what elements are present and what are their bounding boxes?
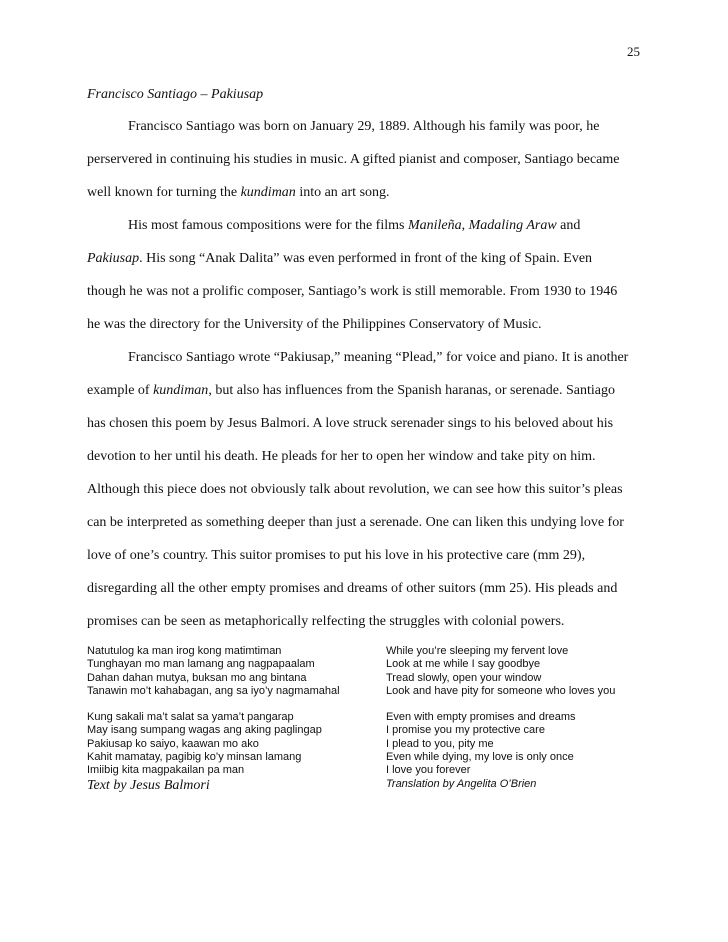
translation-credit: Translation by Angelita O’Brien [386,777,537,790]
paragraph-line: well known for turning the kundiman into an art song. [87,185,390,200]
poem-line: While you’re sleeping my fervent love [386,645,569,657]
paragraph-line: promises can be seen as metaphorically relfecting the struggles with colonial powers. [87,614,565,629]
poem-line: May isang sumpang wagas ang aking paglingap [87,724,322,737]
poem-line: Dahan dahan mutya, buksan mo ang bintana [87,671,307,684]
paragraph-line: His most famous compositions were for the films Manileña, Madaling Araw and [128,218,581,233]
poem-line: Look and have pity for someone who loves you [386,684,616,697]
poem-line: Even with empty promises and dreams [386,711,576,724]
paragraph-line: perservered in continuing his studies in music. A gifted pianist and composer, Santiago became [87,152,620,167]
paragraph-line: example of kundiman, but also has influences from the Spanish haranas, or serenade. Santiago [87,383,615,398]
poem-line: I promise you my protective care [386,724,545,737]
stanza-gap [87,698,340,711]
poem-line: I love you forever [386,764,471,777]
poem-line: Even while dying, my love is only once [386,751,574,764]
poem-translation-column [386,645,615,791]
poem-line: I plead to you, pity me [386,737,494,750]
paragraph-line: disregarding all the other empty promises and dreams of other suitors (mm 25). His pleads and [87,581,618,596]
poem-line: Imiibig kita magpakailan pa man [87,764,245,777]
paragraph-line: devotion to her until his death. He pleads for her to open her window and take pity on him. [87,449,596,464]
poem-line: Look at me while I say goodbye [386,658,541,671]
paragraph-line: can be interpreted as something deeper than just a serenade. One can liken this undying love for [87,515,624,530]
section-heading: Francisco Santiago – Pakiusap [87,87,264,102]
poem-line: Tunghayan mo man lamang ang nagpapaalam [87,658,315,671]
film-title: Manileña [407,218,462,233]
poem-line: Pakiusap ko saiyo, kaawan mo ako [87,737,259,750]
italic-term: kundiman [153,383,209,398]
film-title: Madaling Araw [468,218,557,233]
paragraph-line: Francisco Santiago wrote “Pakiusap,” meaning “Plead,” for voice and piano. It is another [128,350,629,365]
stanza-gap [386,698,615,711]
page-number: 25 [627,44,640,59]
poem-author-credit: Text by Jesus Balmori [87,777,210,793]
poem-line: Kung sakali ma’t salat sa yama’t pangarap [87,711,294,724]
paragraph-line: love of one’s country. This suitor promises to put his love in his protective care (mm 29), [87,548,586,563]
paragraph-line: he was the directory for the University of the Philippines Conservatory of Music. [87,317,542,332]
poem-line: Kahit mamatay, pagibig ko’y minsan lamang [87,751,302,764]
poem-line: Tread slowly, open your window [386,671,542,684]
poem-line: Tanawin mo’t kahabagan, ang sa iyo’y nagmamahal [87,684,340,697]
italic-term: kundiman [240,185,296,200]
paragraph-line: has chosen this poem by Jesus Balmori. A love struck serenader sings to his beloved about his [87,416,614,431]
paragraph-line: Francisco Santiago was born on January 29, 1889. Although his family was poor, he [128,119,600,134]
film-title: Pakiusap [87,251,140,266]
poem-line: Natutulog ka man irog kong matimtiman [87,645,282,657]
poem-original-column [87,645,340,794]
paragraph-line: Although this piece does not obviously talk about revolution, we can see how this suitor’s pleas [87,482,623,497]
paragraph-line: though he was not a prolific composer, Santiago’s work is still memorable. From 1930 to 1946 [87,284,618,299]
paragraph-line: Pakiusap. His song “Anak Dalita” was even performed in front of the king of Spain. Even [87,251,593,266]
